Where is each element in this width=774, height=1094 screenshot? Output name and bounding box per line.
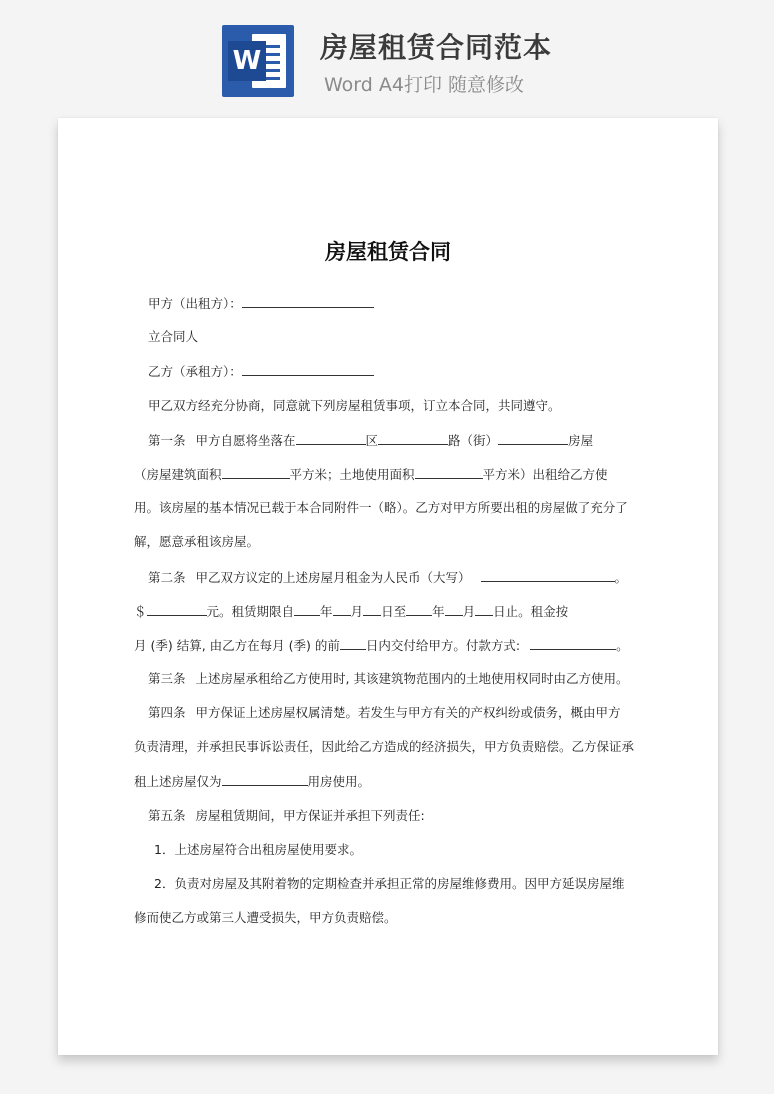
article-2-line-2 (134, 603, 619, 620)
article-2-text: 。 (614, 570, 628, 585)
document-title: 房屋租赁合同 (325, 240, 451, 264)
party-b-blank[interactable] (242, 363, 374, 376)
party-a-line (148, 295, 633, 312)
article-5-item-2-line-1: 2．负责对房屋及其附着物的定期检查并承担正常的房屋维修费用。因甲方延误房屋维 (154, 876, 625, 891)
article-3-text: 上述房屋承租给乙方使用时, 其该建筑物范围内的土地使用权同时由乙方使用。 (195, 671, 629, 686)
usage-blank[interactable] (222, 773, 308, 786)
party-a-blank[interactable] (242, 295, 374, 308)
rent-number-blank[interactable] (147, 603, 207, 616)
article-1-text: 平方米；土地使用面积 (289, 467, 415, 482)
article-1-line-2 (134, 466, 619, 483)
article-5-item-1: 1．上述房屋符合出租房屋使用要求。 (154, 842, 362, 857)
document-page (58, 118, 718, 1055)
article-4-label: 第四条 (148, 705, 186, 720)
party-b-label: 乙方（承租方）： (148, 364, 242, 379)
article-4-text: 租上述房屋仅为 (134, 774, 222, 789)
article-4-line-2: 负责清理，并承担民事诉讼责任，因此给乙方造成的经济损失，甲方负责赔偿。乙方保证承 (134, 739, 635, 754)
article-4-text: 甲方保证上述房屋权属清楚。若发生与甲方有关的产权纠纷或债务，概由甲方 (195, 705, 621, 720)
article-2-text: 日止。租金按 (493, 604, 569, 619)
article-2-text: 年 (432, 604, 445, 619)
header-subtitle: Word A4打印 随意修改 (324, 74, 525, 96)
page-header (0, 0, 774, 118)
article-3 (148, 671, 633, 687)
article-2-line-3 (134, 637, 629, 654)
article-2-text: 月 (462, 604, 476, 619)
article-4-text: 用房使用。 (307, 774, 371, 789)
end-month-blank[interactable] (445, 603, 463, 616)
sign-intro: 立合同人 (148, 329, 199, 344)
land-area-blank[interactable] (415, 466, 483, 479)
article-2-line-1 (148, 569, 633, 586)
article-2-text: 年 (320, 604, 333, 619)
party-a-label: 甲方（出租方）： (148, 296, 242, 311)
article-1-text: 平方米）出租给乙方使 (482, 467, 608, 482)
preamble: 甲乙双方经充分协商，同意就下列房屋租赁事项，订立本合同，共同遵守。 (148, 398, 561, 413)
building-area-blank[interactable] (222, 466, 290, 479)
payment-method-blank[interactable] (530, 637, 616, 650)
end-day-blank[interactable] (475, 603, 493, 616)
start-day-blank[interactable] (363, 603, 381, 616)
article-1-text: 房屋 (568, 433, 594, 448)
district-blank[interactable] (296, 432, 366, 445)
article-1-line-4: 解，愿意承租该房屋。 (134, 534, 260, 549)
article-2-text: 月 (350, 604, 364, 619)
start-month-blank[interactable] (333, 603, 351, 616)
article-2-text: 甲乙双方议定的上述房屋月租金为人民币（大写） (195, 570, 471, 585)
article-2-text: 日至 (381, 604, 407, 619)
article-2-text: 月 (季) 结算, 由乙方在每月 (季) 的前 (134, 638, 340, 653)
article-1-line-3: 用。该房屋的基本情况已载于本合同附件一（略）。乙方对甲方所要出租的房屋做了充分了 (134, 500, 628, 515)
rent-amount-blank[interactable] (481, 569, 615, 582)
article-5-label: 第五条 (148, 808, 186, 823)
article-1-text: 区 (365, 433, 379, 448)
article-1-text: 路（街） (448, 433, 499, 448)
start-year-blank[interactable] (294, 603, 320, 616)
house-number-blank[interactable] (498, 432, 568, 445)
article-1-line-1 (148, 432, 633, 449)
article-2-text: 日内交付给甲方。付款方式: (365, 638, 521, 653)
article-5-item-2-line-2: 修而使乙方或第三人遭受损失，甲方负责赔偿。 (134, 910, 397, 925)
article-2-text: 。 (616, 638, 629, 653)
word-icon-letter: W (228, 41, 266, 81)
header-title: 房屋租赁合同范本 (320, 31, 553, 64)
payment-days-blank[interactable] (340, 637, 366, 650)
currency-symbol: ＄ (134, 604, 147, 619)
article-3-label: 第三条 (148, 671, 186, 686)
end-year-blank[interactable] (406, 603, 432, 616)
article-2-text: 元。租赁期限自 (206, 604, 295, 619)
article-4-line-1 (148, 705, 633, 721)
article-2-label: 第二条 (148, 570, 186, 585)
article-1-label: 第一条 (148, 433, 186, 448)
article-5-text: 房屋租赁期间，甲方保证并承担下列责任: (195, 808, 425, 823)
road-blank[interactable] (378, 432, 448, 445)
article-4-line-3 (134, 773, 619, 790)
party-b-line (148, 363, 633, 380)
article-5 (148, 808, 633, 824)
article-1-text: 甲方自愿将坐落在 (195, 433, 296, 448)
article-1-text: （房屋建筑面积 (134, 467, 222, 482)
word-icon (222, 25, 294, 97)
